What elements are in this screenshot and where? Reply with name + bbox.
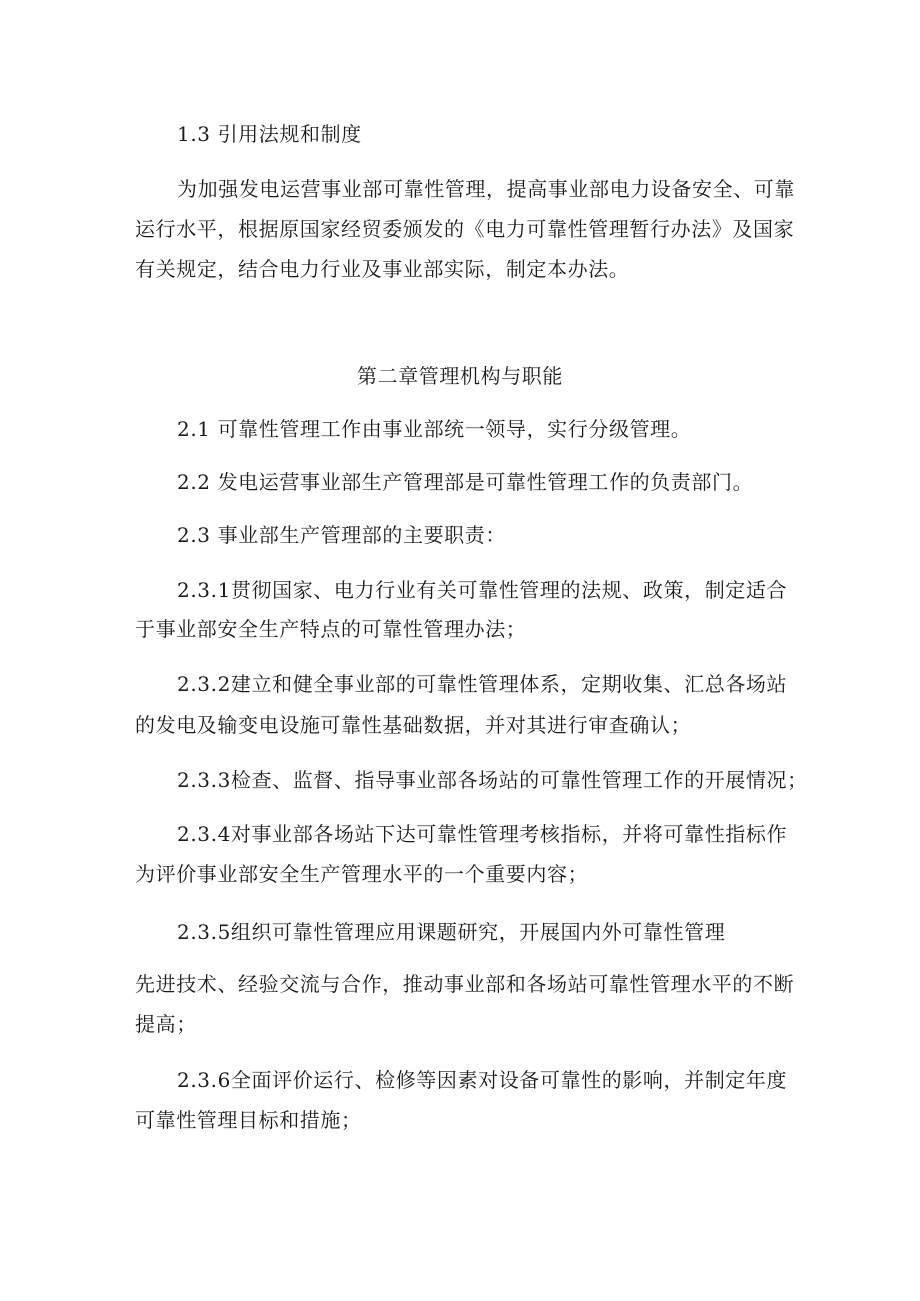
item-2-3-5-line-1: 2.3.5组织可靠性管理应用课题研究，开展国内外可靠性管理 [177, 920, 726, 944]
item-2-3-5-line-3: 提高； [135, 1012, 197, 1036]
section-1-3-para-line-2: 运行水平，根据原国家经贸委颁发的《电力可靠性管理暂行办法》及国家 [135, 217, 795, 241]
item-2-3-6-line-1: 2.3.6全面评价运行、检修等因素对设备可靠性的影响，并制定年度 [177, 1068, 788, 1092]
item-2-3-6-line-2: 可靠性管理目标和措施； [135, 1108, 362, 1132]
item-2-3-4-line-1: 2.3.4对事业部各场站下达可靠性管理考核指标，并将可靠性指标作 [177, 822, 788, 846]
item-2-3-1-line-2: 于事业部安全生产特点的可靠性管理办法； [135, 617, 527, 641]
item-2-3-2-line-1: 2.3.2建立和健全事业部的可靠性管理体系，定期收集、汇总各场站 [177, 672, 788, 696]
item-2-2: 2.2 发电运营事业部生产管理部是可靠性管理工作的负责部门。 [177, 470, 754, 494]
section-1-3-para-line-1: 为加强发电运营事业部可靠性管理，提高事业部电力设备安全、可靠 [177, 177, 795, 201]
item-2-3: 2.3 事业部生产管理部的主要职责： [177, 523, 506, 547]
item-2-3-5-line-2: 先进技术、经验交流与合作，推动事业部和各场站可靠性管理水平的不断 [135, 972, 795, 996]
item-2-3-4-line-2: 为评价事业部安全生产管理水平的一个重要内容； [135, 862, 589, 886]
chapter-2-title: 第二章管理机构与职能 [357, 364, 563, 388]
item-2-3-1-line-1: 2.3.1贯彻国家、电力行业有关可靠性管理的法规、政策，制定适合 [177, 578, 788, 602]
item-2-3-3: 2.3.3检查、监督、指导事业部各场站的可靠性管理工作的开展情况； [177, 768, 808, 792]
item-2-1: 2.1 可靠性管理工作由事业部统一领导，实行分级管理。 [177, 417, 692, 441]
item-2-3-2-line-2: 的发电及输变电设施可靠性基础数据，并对其进行审查确认； [135, 713, 692, 737]
section-1-3-heading: 1.3 引用法规和制度 [177, 122, 362, 146]
section-1-3-para-line-3: 有关规定，结合电力行业及事业部实际，制定本办法。 [135, 257, 630, 281]
